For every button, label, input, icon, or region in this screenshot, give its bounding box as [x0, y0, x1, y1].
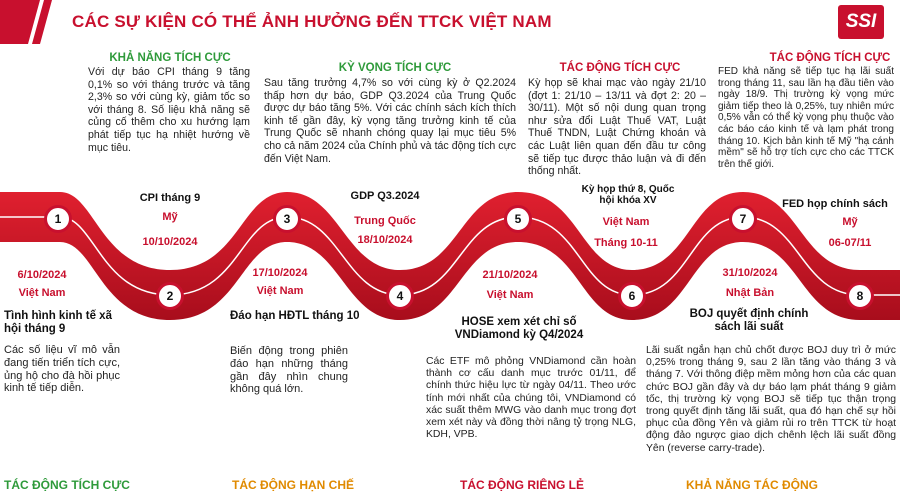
event-4-place: Việt Nam	[256, 285, 304, 297]
marker-3	[273, 205, 301, 233]
event-6-place: Việt Nam	[486, 289, 534, 301]
marker-7	[729, 205, 757, 233]
event-6-impact-tag: TÁC ĐỘNG RIÊNG LẺ	[460, 478, 585, 492]
event-3-description: Sau tăng trưởng 4,7% so với cùng kỳ ở Q2.2024 thấp hơn dự báo, GDP Q3.2024 của Trung Quốc được dự báo tăng 5%. Với các chính sách kích thích kinh tế gần đây, kỳ vọng tăng trưởng kinh tế của Trung Quốc sẽ nhanh chóng quay lại mục tiêu 5% cho cả năm 2024 của Chính phủ và tác động tích cực đến Việt Nam.	[264, 77, 516, 165]
ssi-logo: SSI	[838, 5, 884, 39]
event-4-description: Biến động trong phiên đáo hạn những tháng gần đây nhìn chung không quá lớn.	[230, 345, 348, 396]
event-2-description: Các số liệu vĩ mô vẫn đang tiến triển tích cực, ủng hộ cho đà hồi phục kinh tế tiếp diễn.	[4, 344, 120, 395]
event-4-impact-tag: TÁC ĐỘNG HẠN CHẾ	[232, 478, 354, 492]
event-3-title: GDP Q3.2024	[350, 190, 420, 202]
marker-5	[504, 205, 532, 233]
event-2-date: 6/10/2024	[17, 269, 67, 281]
marker-6	[618, 282, 646, 310]
event-1-title: CPI tháng 9	[139, 192, 201, 204]
event-4-date: 17/10/2024	[252, 267, 308, 279]
marker-number: 7	[739, 212, 747, 226]
event-8-description: Lãi suất ngắn hạn chủ chốt được BOJ duy trì ở mức 0,25% trong tháng 9, sau 2 lần tăng vào tháng 3 và tháng 7. Với thông điệp mềm mỏng hơn của các quan chức BOJ gần đây và dự báo lạm phát tháng 9 giảm tốc, thị trường kỳ vọng BOJ sẽ tiếp tục thận trọng trong quyết định tăng lãi suất, qua đó hạn chế sự hồi phục của đồng Yên và giảm rủi ro trên TTCK từ hoạt động đảo ngược giao dịch chênh lệch lãi suất đồng Yên (reverse carry-trade).	[646, 345, 896, 454]
event-7-description: FED khả năng sẽ tiếp tục hạ lãi suất trong tháng 11, sau lần hạ đầu tiên vào ngày 18/9. Thị trường kỳ vọng mức giảm tiếp theo là 0,25%, tuy nhiên mức 0,5% vẫn có thể kỳ vọng phụ thuộc vào các báo cáo kinh tế và lạm phát trong tháng 10. Kịch bản kinh tế Mỹ "hạ cánh mềm" sẽ hỗ trợ tích cực cho các TTCK trên thế giới.	[718, 66, 894, 170]
marker-number: 8	[856, 289, 864, 303]
marker-2	[156, 282, 184, 310]
event-3-date: 18/10/2024	[357, 234, 413, 246]
marker-number: 3	[283, 212, 291, 226]
event-5-date: Tháng 10-11	[594, 237, 658, 249]
event-5-title: Kỳ họp thứ 8, Quốc hội khóa XV	[581, 184, 675, 206]
event-3-impact-tag: KỲ VỌNG TÍCH CỰC	[338, 62, 452, 74]
event-8-title: BOJ quyết định chính sách lãi suất	[689, 308, 809, 333]
event-6-date: 21/10/2024	[482, 269, 538, 281]
event-7-title: FED họp chính sách	[782, 198, 888, 210]
event-8-place: Nhật Bản	[725, 287, 775, 299]
event-7-impact-tag: TÁC ĐỘNG TÍCH CỰC	[769, 52, 891, 64]
event-5-description: Kỳ họp sẽ khai mạc vào ngày 21/10 (đợt 1: 21/10 – 13/11 và đợt 2: 20 – 30/11). Một số nội dung quan trọng như sửa đổi Luật Thuế VAT, Luật Thuế TNDN, Luật Chứng khoán và các Luật liên quan đến đầu tư công sẽ tiếp tục được thảo luận và đi đến thống nhất.	[528, 77, 706, 178]
marker-number: 5	[514, 212, 522, 226]
marker-number: 6	[628, 289, 636, 303]
marker-number: 4	[396, 289, 404, 303]
event-1-date: 10/10/2024	[142, 236, 198, 248]
page-title: CÁC SỰ KIỆN CÓ THỂ ẢNH HƯỞNG ĐẾN TTCK VIỆT NAM	[72, 12, 552, 31]
event-5-impact-tag: TÁC ĐỘNG TÍCH CỰC	[559, 62, 681, 74]
marker-8	[846, 282, 874, 310]
marker-4	[386, 282, 414, 310]
event-8-impact-tag: KHẢ NĂNG TÁC ĐỘNG	[686, 478, 818, 492]
event-4-title: Đáo hạn HĐTL tháng 10	[230, 310, 360, 322]
event-7-date: 06-07/11	[828, 237, 872, 249]
marker-number: 1	[54, 212, 62, 226]
event-2-title: Tình hình kinh tế xã hội tháng 9	[4, 310, 112, 335]
event-2-place: Việt Nam	[18, 287, 66, 299]
event-1-impact-tag: KHẢ NĂNG TÍCH CỰC	[109, 52, 231, 64]
event-7-place: Mỹ	[842, 216, 858, 228]
event-6-description: Các ETF mô phỏng VNDiamond cần hoàn thành cơ cấu danh mục trước 01/11, để chính thức hiệu lực từ ngày 04/11. Theo ước tính mới nhất của chúng tôi, VNDiamond có xác suất thêm MWG vào danh mục trong đợt xem xét này và đồng thời nâng tỷ trọng NLG, KDH, VPB.	[426, 356, 636, 441]
marker-number: 2	[166, 289, 174, 303]
event-1-description: Với dự báo CPI tháng 9 tăng 0,1% so với tháng trước và tăng 2,3% so với cùng kỳ, giảm tốc so với tháng 8. Số liệu khả năng sẽ củng cố thêm cho xu hướng lạm phát tiếp tục hạ nhiệt hướng về mục tiêu.	[88, 66, 250, 154]
header-accent-icon	[0, 0, 62, 44]
event-3-place: Trung Quốc	[354, 215, 416, 227]
event-2-impact-tag: TÁC ĐỘNG TÍCH CỰC	[4, 478, 130, 492]
event-6-title: HOSE xem xét chỉ số VNDiamond kỳ Q4/2024	[454, 316, 584, 341]
event-5-place: Việt Nam	[602, 216, 650, 228]
event-8-date: 31/10/2024	[722, 267, 778, 279]
event-1-place: Mỹ	[162, 211, 178, 223]
marker-1	[44, 205, 72, 233]
